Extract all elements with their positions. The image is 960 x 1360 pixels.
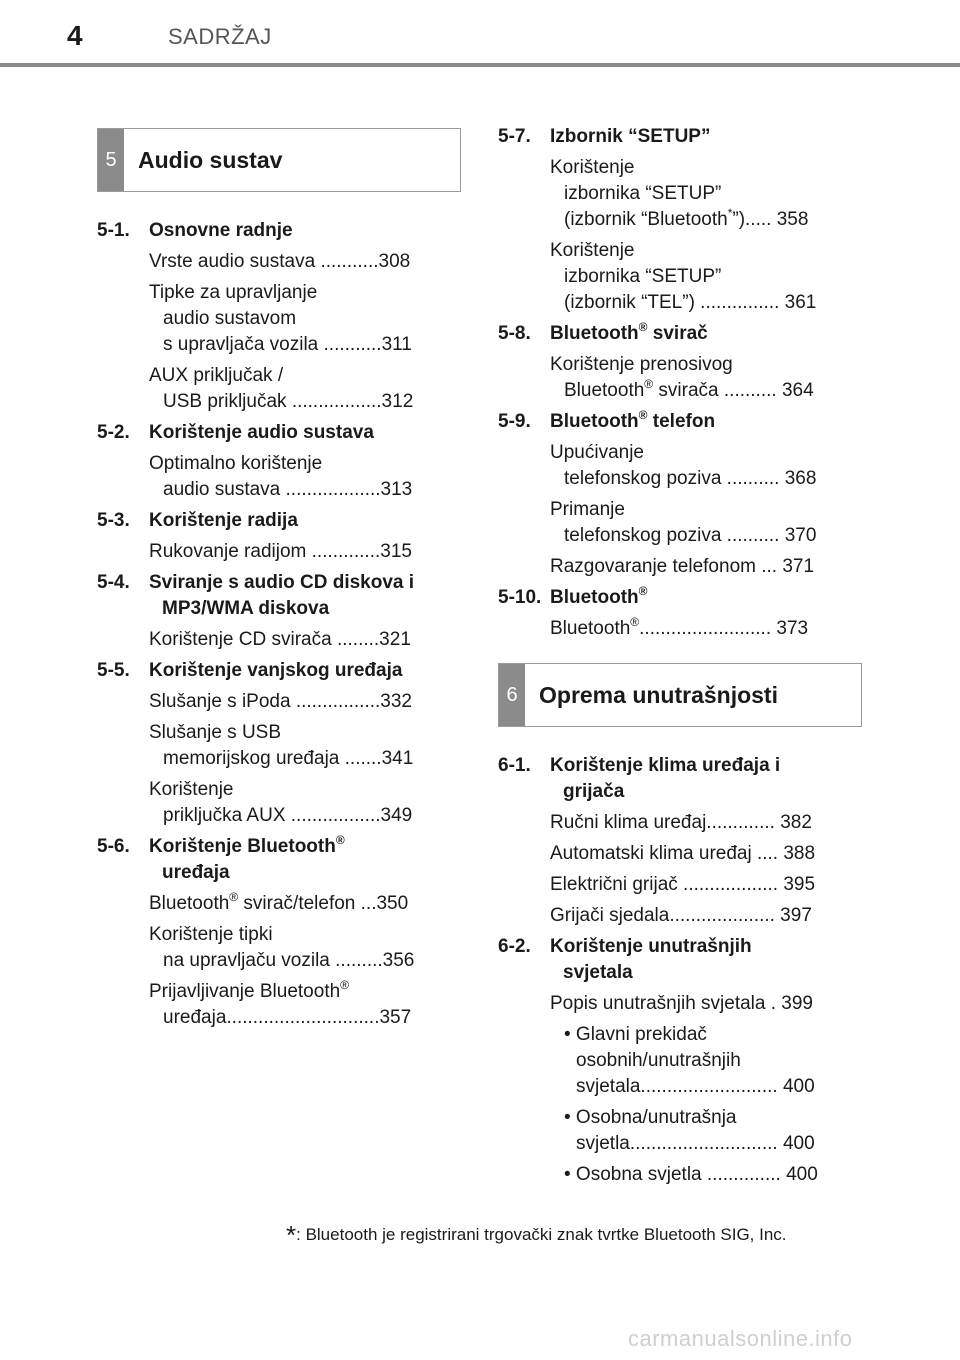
chapter-title: Sviranje s audio CD diskova i MP3/WMA diskova (149, 572, 415, 619)
toc-entry[interactable]: Primanje telefonskog poziva .......... 370 (550, 499, 817, 546)
chapter-5-6[interactable] (97, 834, 462, 886)
chapter-5-2[interactable] (97, 420, 462, 446)
toc-bullet-entry[interactable]: • Glavni prekidač osobnih/unutrašnjih svjetala.......................... 400 (564, 1024, 815, 1097)
toc-entry[interactable]: Korištenje izbornika “SETUP” (izbornik “TEL”) ............... 361 (550, 240, 817, 313)
toc-entry[interactable]: Korištenje priključka AUX .................349 (149, 779, 413, 826)
asterisk-mark: * (286, 1220, 297, 1250)
chapter-title: Korištenje klima uređaja i grijača (550, 755, 781, 802)
chapter-title: Izbornik “SETUP” (550, 126, 711, 147)
chapter-5-7[interactable] (498, 124, 863, 150)
toc-entry[interactable]: AUX priključak / USB priključak .................312 (149, 365, 414, 412)
watermark: carmanualsonline.info (628, 1326, 853, 1351)
chapter-title: Osnovne radnje (149, 220, 293, 241)
section-6-header (498, 663, 862, 727)
chapter-number: 5-9. (498, 411, 531, 432)
toc-entry[interactable]: Korištenje izbornika “SETUP” (izbornik “Bluetooth*”)..... 358 (550, 157, 809, 230)
chapter-number: 5-4. (97, 572, 130, 593)
chapter-5-5[interactable] (97, 658, 462, 684)
toc-entry[interactable]: Popis unutrašnjih svjetala . 399 (550, 993, 813, 1014)
registered-mark: ® (638, 584, 648, 598)
chapter-5-10[interactable] (498, 585, 863, 611)
chapter-number: 5-5. (97, 660, 130, 681)
chapter-title: Korištenje radija (149, 510, 298, 531)
chapter-title: Korištenje audio sustava (149, 422, 374, 443)
chapter-title: Bluetooth® telefon (550, 408, 716, 432)
toc-entry[interactable]: Prijavljivanje Bluetooth® uređaja.............................357 (149, 978, 412, 1028)
toc-entry[interactable]: Slušanje s USB memorijskog uređaja .......341 (149, 722, 414, 769)
toc-entry[interactable]: Korištenje prenosivog Bluetooth® svirača .......... 364 (550, 354, 814, 401)
chapter-number: 5-7. (498, 126, 531, 147)
toc-left-column (97, 218, 462, 1036)
chapter-number: 5-1. (97, 220, 130, 241)
toc-entry[interactable]: Električni grijač .................. 395 (550, 874, 816, 895)
registered-mark: ® (335, 833, 345, 847)
registered-mark: ® (229, 890, 239, 904)
chapter-number: 5-8. (498, 323, 531, 344)
toc-entry[interactable]: Grijači sjedala.................... 397 (550, 905, 812, 926)
toc-right-column (498, 124, 863, 647)
chapter-title: Korištenje unutrašnjih svjetala (550, 936, 752, 983)
toc-entry[interactable]: Bluetooth®......................... 373 (550, 615, 809, 639)
footnote-text: : Bluetooth je registrirani trgovački znak tvrtke Bluetooth SIG, Inc. (296, 1225, 787, 1244)
toc-entry[interactable]: Rukovanje radijom .............315 (149, 541, 412, 562)
section-5-title: Audio sustav (138, 146, 283, 173)
registered-mark: ® (340, 978, 350, 992)
toc-right-column-lower (498, 753, 863, 1193)
toc-entry[interactable]: Korištenje tipki na upravljaču vozila .........356 (149, 924, 415, 971)
chapter-5-9[interactable] (498, 409, 863, 435)
chapter-number: 5-6. (97, 836, 130, 857)
chapter-number: 5-2. (97, 422, 130, 443)
toc-entry[interactable]: Slušanje s iPoda ................332 (149, 691, 412, 712)
toc-entry[interactable]: Razgovaranje telefonom ... 371 (550, 556, 815, 577)
toc-entry[interactable]: Korištenje CD svirača ........321 (149, 629, 411, 650)
registered-mark: ® (630, 615, 640, 629)
asterisk-mark: * (727, 206, 733, 220)
section-6-title: Oprema unutrašnjosti (539, 681, 778, 708)
chapter-5-4[interactable] (97, 570, 462, 622)
chapter-6-2[interactable] (498, 934, 863, 986)
section-5-tab: 5 (98, 129, 124, 191)
registered-mark: ® (638, 408, 648, 422)
chapter-5-3[interactable] (97, 508, 462, 534)
section-5-header (97, 128, 461, 192)
toc-bullet-entry[interactable]: • Osobna svjetla .............. 400 (564, 1164, 818, 1185)
page-number: 4 (67, 20, 83, 51)
footnote (286, 1220, 787, 1251)
toc-entry[interactable]: Automatski klima uređaj .... 388 (550, 843, 816, 864)
chapter-number: 6-2. (498, 936, 531, 957)
chapter-5-1[interactable] (97, 218, 462, 244)
section-6-tab: 6 (499, 664, 525, 726)
chapter-title: Korištenje vanjskog uređaja (149, 660, 403, 681)
chapter-number: 6-1. (498, 755, 531, 776)
registered-mark: ® (638, 320, 648, 334)
toc-entry[interactable]: Optimalno korištenje audio sustava ..................313 (149, 453, 413, 500)
toc-entry[interactable]: Upućivanje telefonskog poziva .......... 368 (550, 442, 817, 489)
chapter-title: Korištenje Bluetooth® uređaja (149, 833, 345, 883)
chapter-number: 5-10. (498, 587, 542, 608)
header-divider (0, 63, 960, 67)
toc-entry[interactable]: Vrste audio sustava ...........308 (149, 251, 411, 272)
chapter-title: Bluetooth® svirač (550, 320, 708, 344)
registered-mark: ® (644, 377, 654, 391)
chapter-number: 5-3. (97, 510, 130, 531)
page-title: SADRŽAJ (168, 24, 272, 49)
chapter-title: Bluetooth® (550, 584, 648, 608)
chapter-5-8[interactable] (498, 321, 863, 347)
chapter-6-1[interactable] (498, 753, 863, 805)
toc-bullet-entry[interactable]: • Osobna/unutrašnja svjetla............................ 400 (564, 1107, 815, 1154)
toc-entry[interactable]: Tipke za upravljanje audio sustavom s upravljača vozila ...........311 (149, 282, 412, 355)
toc-entry[interactable]: Ručni klima uređaj............. 382 (550, 812, 812, 833)
toc-entry[interactable]: Bluetooth® svirač/telefon ...350 (149, 890, 409, 914)
